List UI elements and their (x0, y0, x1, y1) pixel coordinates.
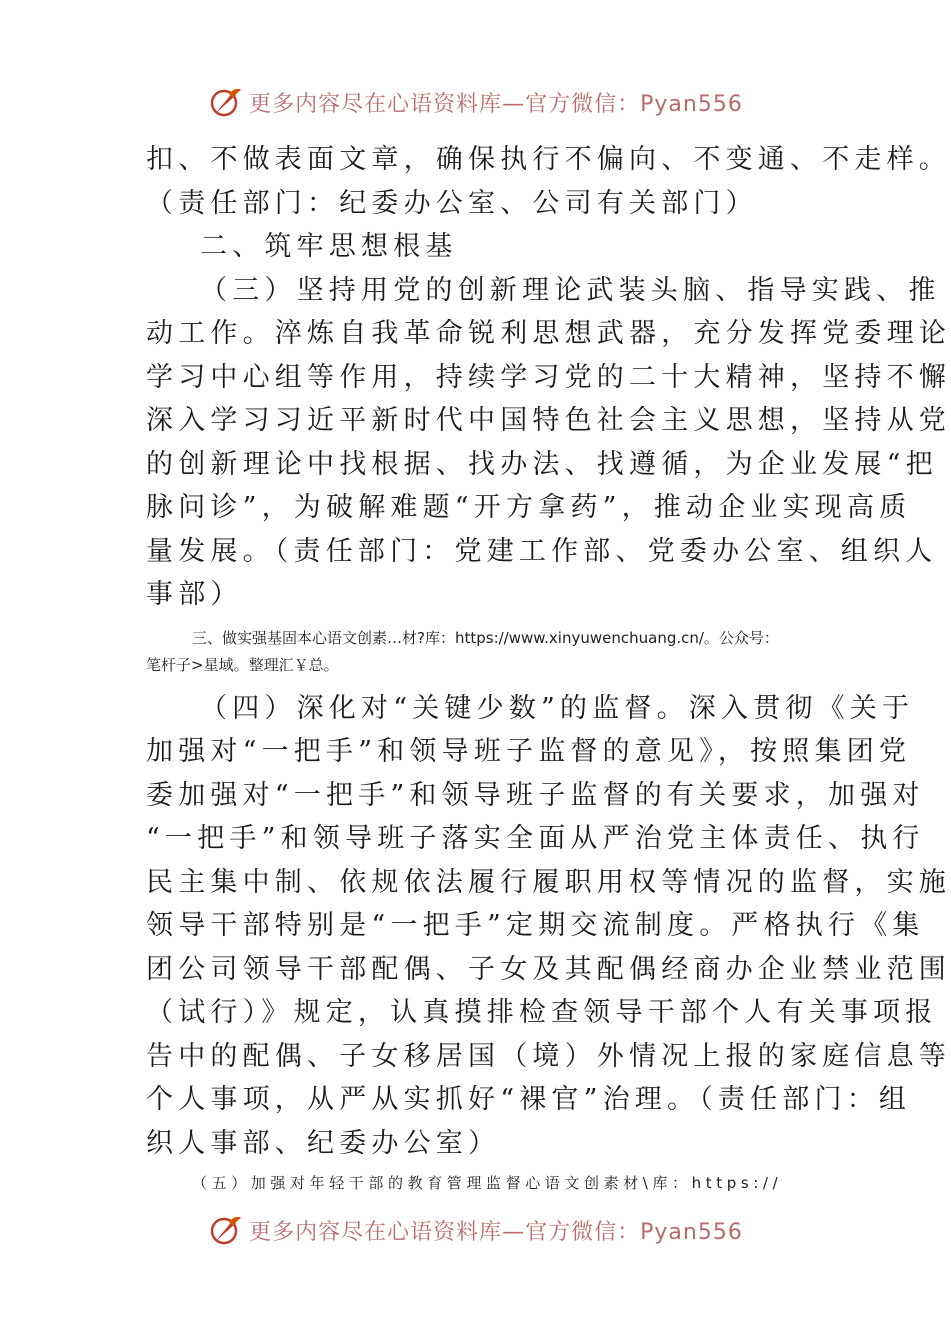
section-heading: 二、筑牢思想根基 (200, 231, 458, 262)
quill-circle-logo-icon (207, 84, 243, 120)
banner-text: 更多内容尽在心语资料库—官方微信：Pyan556 (249, 1219, 743, 1245)
body-line: 量发展。（责任部门：党建工作部、党委办公室、组织人 (146, 535, 938, 567)
document-body (146, 138, 951, 1197)
body-line: 的创新理论中找根据、找办法、找遵循，为企业发展“把 (146, 448, 938, 480)
body-line: 个人事项，从严从实抓好“裸官”治理。（责任部门：组 (146, 1084, 912, 1115)
quill-circle-logo-icon (207, 1212, 243, 1248)
body-line: 告中的配偶、子女移居国（境）外情况上报的家庭信息等 (146, 1040, 951, 1072)
body-line: 学习中心组等作用，持续学习党的二十大精神，坚持不懈 (146, 361, 951, 393)
body-line: 扣、不做表面文章，确保执行不偏向、不变通、不走样。 (146, 144, 951, 175)
body-line: （四）深化对“关键少数”的监督。深入贯彻《关于 (200, 692, 915, 724)
inline-watermark-line: （五）加强对年轻干部的教育管理监督心语文创素材\库：https:// (192, 1174, 783, 1192)
body-line: （三）坚持用党的创新理论武装头脑、指导实践、推 (200, 274, 941, 306)
header-watermark-banner (0, 80, 950, 124)
banner-text: 更多内容尽在心语资料库—官方微信：Pyan556 (249, 91, 743, 117)
inline-watermark-line: 三、做实强基固本心语文创素…材?库：https://www.xinyuwenchuang.cn/。公众号： (192, 628, 779, 647)
body-line: 脉问诊”，为破解难题“开方拿药”，推动企业实现高质 (146, 492, 912, 523)
body-line: 事部） (146, 579, 243, 610)
body-line: （试行）》规定，认真摸排检查领导干部个人有关事项报 (146, 997, 938, 1028)
footer-watermark-banner (0, 1208, 950, 1252)
body-line: 委加强对“一把手”和领导班子监督的有关要求，加强对 (146, 779, 925, 811)
body-line: 动工作。淬炼自我革命锐利思想武器，充分发挥党委理论 (146, 318, 951, 349)
body-line: 民主集中制、依规依法履行履职用权等情况的监督，实施 (146, 866, 951, 898)
body-line: 领导干部特别是“一把手”定期交流制度。严格执行《集 (146, 910, 925, 941)
body-line: “一把手”和领导班子落实全面从严治党主体责任、执行 (146, 823, 925, 854)
body-line: 深入学习习近平新时代中国特色社会主义思想，坚持从党 (146, 405, 951, 436)
body-line: （责任部门：纪委办公室、公司有关部门） (146, 187, 758, 219)
body-line: 加强对“一把手”和领导班子监督的意见》，按照集团党 (146, 736, 912, 767)
inline-watermark-line: 笔杆子>星域。整理汇￥总。 (146, 655, 339, 674)
body-line: 织人事部、纪委办公室） (146, 1127, 501, 1159)
body-line: 团公司领导干部配偶、子女及其配偶经商办企业禁业范围 (146, 953, 951, 985)
